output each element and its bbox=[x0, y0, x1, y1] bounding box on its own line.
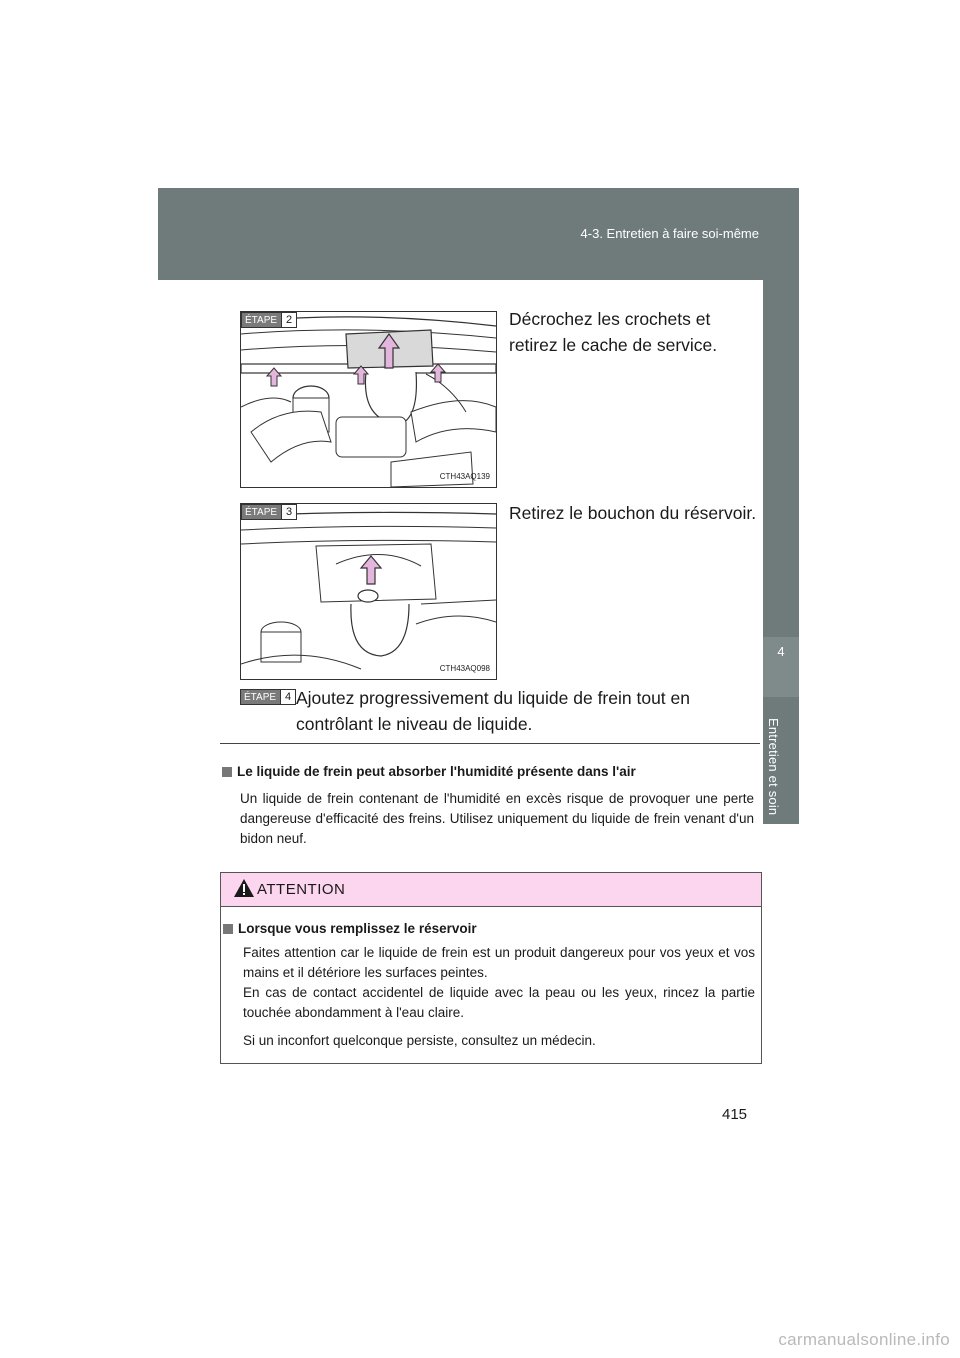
step-number: 4 bbox=[280, 690, 295, 704]
note-heading bbox=[222, 764, 636, 779]
step-2-text: Décrochez les crochets et retirez le cache de service. bbox=[509, 309, 718, 355]
step-badge bbox=[241, 312, 297, 328]
watermark: carmanualsonline.info bbox=[778, 1330, 950, 1349]
warning-triangle-icon bbox=[233, 878, 255, 898]
step-4-badge bbox=[240, 689, 296, 705]
warning-title: ATTENTION bbox=[257, 881, 346, 898]
warning-paragraph: Faites attention car le liquide de frein est un produit dangereux pour vos yeux et vos mains et il détériore les surfaces peintes. bbox=[243, 945, 755, 980]
figure-code: CTH43AQ098 bbox=[439, 664, 490, 673]
note-heading-text: Le liquide de frein peut absorber l'humidité présente dans l'air bbox=[237, 764, 636, 779]
section-divider bbox=[220, 743, 760, 744]
warning-subheading-text: Lorsque vous remplissez le réservoir bbox=[238, 921, 477, 936]
warning-header bbox=[221, 873, 761, 907]
engine-cover-drawing bbox=[241, 312, 496, 487]
reservoir-drawing bbox=[241, 504, 496, 679]
step-number: 2 bbox=[281, 313, 296, 327]
warning-paragraph: Si un inconfort quelconque persiste, consultez un médecin. bbox=[243, 1033, 596, 1048]
section-title: 4-3. Entretien à faire soi-même bbox=[580, 226, 759, 241]
chapter-number: 4 bbox=[777, 644, 785, 659]
figure-code: CTH43AQ139 bbox=[439, 472, 490, 481]
step-2-illustration bbox=[240, 311, 497, 488]
step-badge bbox=[241, 504, 297, 520]
warning-box bbox=[220, 872, 762, 1064]
step-4-text: Ajoutez progressivement du liquide de frein tout en contrôlant le niveau de liquide. bbox=[296, 688, 690, 734]
page-number: 415 bbox=[722, 1106, 748, 1123]
note-body: Un liquide de frein contenant de l'humidité en excès risque de provoquer une perte dangereuse d'efficacité des freins. Utilisez uniquement du liquide de frein venant d'un bidon neuf. bbox=[240, 791, 754, 846]
step-badge-label: ÉTAPE bbox=[244, 691, 277, 703]
square-bullet-icon bbox=[223, 924, 233, 934]
warning-body bbox=[243, 943, 755, 1051]
header-band bbox=[158, 188, 799, 280]
step-3-illustration bbox=[240, 503, 497, 680]
warning-paragraph: En cas de contact accidentel de liquide avec la peau ou les yeux, rincez la partie touchée abondamment à l'eau claire. bbox=[243, 985, 755, 1020]
chapter-label: Entretien et soin bbox=[766, 718, 781, 816]
step-badge-label: ÉTAPE bbox=[245, 314, 278, 326]
step-3-text: Retirez le bouchon du réservoir. bbox=[509, 503, 757, 523]
step-badge-label: ÉTAPE bbox=[245, 506, 278, 518]
warning-subheading bbox=[223, 921, 477, 936]
step-number: 3 bbox=[281, 505, 296, 519]
square-bullet-icon bbox=[222, 767, 232, 777]
